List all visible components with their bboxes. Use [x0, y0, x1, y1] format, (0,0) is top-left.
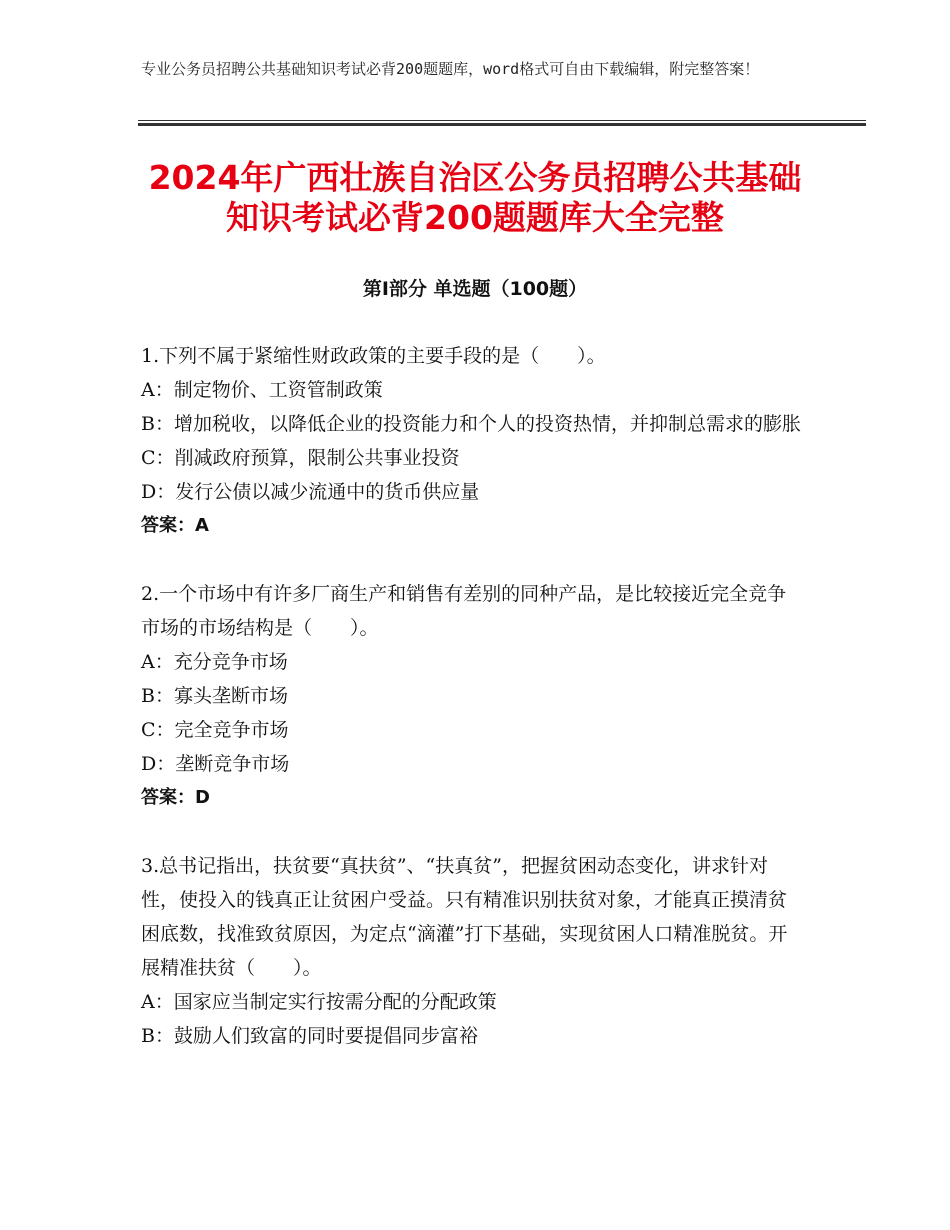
document-title-line-2: 知识考试必背200题题库大全完整 — [226, 198, 724, 237]
answer: 答案：A — [141, 515, 209, 536]
option-b: B：增加税收，以降低企业的投资能力和个人的投资热情，并抑制总需求的膨胀 — [141, 413, 801, 435]
question-2 — [141, 577, 803, 815]
option-a: A：制定物价、工资管制政策 — [141, 379, 383, 401]
question-stem: 3.总书记指出，扶贫要“真扶贫”、“扶真贫”，把握贫困动态变化，讲求针对性，使投入的钱真正让贫困户受益。只有精准识别扶贫对象，才能真正摸清贫困底数，找准致贫原因，为定点“滴灌”打下基础，实现贫困人口精准脱贫。开展精准扶贫（ ）。 — [141, 855, 788, 979]
header-note: 专业公务员招聘公共基础知识考试必背200题题库，word格式可自由下载编辑，附完整答案！ — [141, 60, 760, 78]
option-d: D：垄断竞争市场 — [141, 753, 290, 775]
option-d: D：发行公债以减少流通中的货币供应量 — [141, 481, 480, 503]
option-a: A：充分竞争市场 — [141, 651, 288, 673]
question-stem: 1.下列不属于紧缩性财政政策的主要手段的是（ ）。 — [141, 345, 606, 367]
document-title-line-1: 2024年广西壮族自治区公务员招聘公共基础 — [148, 158, 802, 197]
question-1 — [141, 339, 803, 543]
header-divider-thick — [138, 123, 866, 126]
option-b: B：鼓励人们致富的同时要提倡同步富裕 — [141, 1025, 478, 1047]
option-c: C：削减政府预算，限制公共事业投资 — [141, 447, 460, 469]
header-divider-thin — [138, 120, 866, 121]
option-a: A：国家应当制定实行按需分配的分配政策 — [141, 991, 497, 1013]
answer: 答案：D — [141, 787, 210, 808]
section-title: 第Ⅰ部分 单选题（100题） — [362, 278, 588, 300]
option-b: B：寡头垄断市场 — [141, 685, 288, 707]
question-stem: 2.一个市场中有许多厂商生产和销售有差别的同种产品，是比较接近完全竞争市场的市场结构是（ ）。 — [141, 583, 787, 639]
option-c: C：完全竞争市场 — [141, 719, 289, 741]
document-title — [100, 158, 850, 238]
question-list — [141, 339, 803, 1087]
question-3 — [141, 849, 803, 1053]
